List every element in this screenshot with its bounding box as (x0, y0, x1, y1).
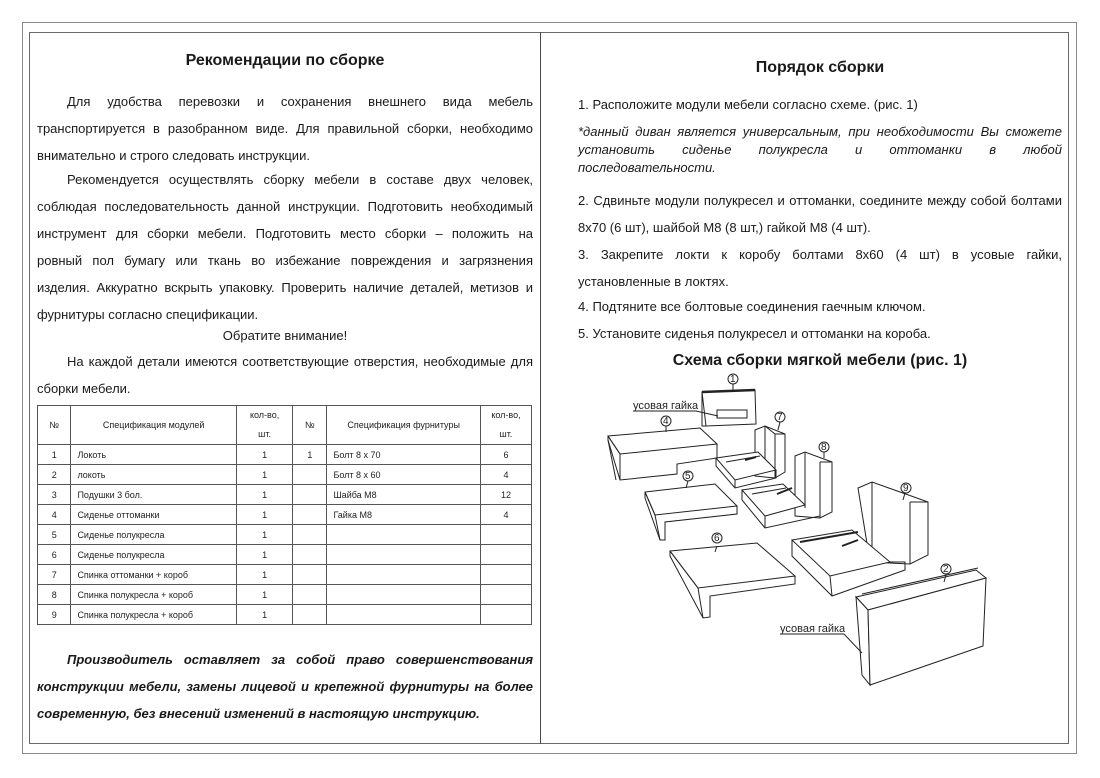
text-line: современную, без внесений изменений в настоящую инструкцию. (37, 706, 480, 721)
cell-module-num: 9 (38, 605, 71, 625)
step-5: 5. Установите сиденья полукресел и оттоманки на короба. (578, 326, 931, 341)
text-line: Производитель оставляет за собой право совершенствования (67, 652, 533, 667)
step-3 (578, 241, 1062, 295)
cell-hardware-num (293, 605, 327, 625)
cell-module-num: 3 (38, 485, 71, 505)
cell-hardware-name (327, 585, 480, 605)
cell-module-name: Спинка оттоманки + короб (71, 565, 236, 585)
svg-text:6: 6 (714, 533, 720, 544)
cell-hardware-num (293, 545, 327, 565)
header-num-hardware: № (293, 406, 327, 445)
svg-text:2: 2 (943, 564, 949, 575)
header-num-modules: № (38, 406, 71, 445)
cell-hardware-qty: 4 (480, 465, 531, 485)
step-4: 4. Подтяните все болтовые соединения гаечным ключом. (578, 299, 926, 314)
intro-paragraph (37, 88, 533, 169)
cell-module-num: 8 (38, 585, 71, 605)
cell-hardware-num (293, 525, 327, 545)
cell-module-qty: 1 (236, 485, 292, 505)
cell-module-num: 2 (38, 465, 71, 485)
recommendation-paragraph (37, 166, 533, 328)
cell-hardware-num (293, 485, 327, 505)
diagram-title: Схема сборки мягкой мебели (рис. 1) (672, 352, 968, 369)
cell-module-name: Сиденье оттоманки (71, 505, 236, 525)
cell-module-name: Сиденье полукресла (71, 525, 236, 545)
cell-hardware-name (327, 565, 480, 585)
cell-hardware-name: Болт 8 х 70 (327, 445, 480, 465)
text-line: транспортируется в разобранном виде. Для правильной сборки, необходимо (37, 121, 533, 136)
text-line: соблюдая последовательность данной инструкции. Подготовить необходимый (37, 199, 533, 214)
cell-hardware-num (293, 505, 327, 525)
text-line: Рекомендуется осуществлять сборку мебели в составе двух человек, (67, 172, 533, 187)
universal-sofa-note (578, 123, 1062, 177)
cell-module-name: Сиденье полукресла (71, 545, 236, 565)
cell-hardware-qty (480, 565, 531, 585)
table-row (38, 525, 532, 545)
header-module-spec: Спецификация модулей (71, 406, 236, 445)
svg-text:усовая гайка: усовая гайка (780, 623, 846, 635)
module-5-halfchair-seat (645, 471, 737, 540)
cell-module-qty: 1 (236, 465, 292, 485)
cell-hardware-qty (480, 605, 531, 625)
table-row (38, 505, 532, 525)
cell-hardware-qty: 6 (480, 445, 531, 465)
cell-module-name: Спинка полукресла + короб (71, 585, 236, 605)
section-title-recommendations: Рекомендации по сборке (185, 52, 385, 69)
cell-module-qty: 1 (236, 605, 292, 625)
svg-text:8: 8 (821, 442, 827, 453)
text-line: установленные в локтях. (578, 274, 729, 289)
svg-text:4: 4 (663, 416, 669, 427)
svg-text:5: 5 (685, 471, 691, 482)
svg-text:усовая гайка: усовая гайка (633, 400, 699, 412)
cell-hardware-name: Гайка М8 (327, 505, 480, 525)
text-line: 8х70 (6 шт), шайбой М8 (8 шт,) гайкой М8 (4 шт). (578, 220, 871, 235)
holes-paragraph (37, 348, 533, 402)
step-1: 1. Расположите модули мебели согласно схеме. (рис. 1) (578, 97, 918, 112)
manufacturer-disclaimer (37, 646, 533, 727)
table-row (38, 485, 532, 505)
text-line: сборки мебели. (37, 381, 131, 396)
cell-hardware-name (327, 605, 480, 625)
cell-module-name: Подушки 3 бол. (71, 485, 236, 505)
cell-hardware-num (293, 585, 327, 605)
section-title-assembly-order: Порядок сборки (755, 59, 885, 76)
cell-hardware-qty (480, 545, 531, 565)
table-row (38, 545, 532, 565)
cell-module-qty: 1 (236, 565, 292, 585)
cell-module-qty: 1 (236, 545, 292, 565)
text-line: инструмент для сборки мебели. Подготовить место сборки – положить на (37, 226, 533, 241)
cell-hardware-qty (480, 585, 531, 605)
cell-hardware-qty (480, 525, 531, 545)
text-line: последовательности. (578, 160, 716, 175)
cell-module-num: 5 (38, 525, 71, 545)
header-module-qty: кол-во, шт. (236, 406, 292, 445)
svg-text:1: 1 (730, 374, 736, 385)
text-line: 3. Закрепите локти к коробу болтами 8х60 (4 шт) в усовые гайки, (578, 247, 1062, 262)
table-row (38, 585, 532, 605)
text-line: внимательно и строго следовать инструкции. (37, 148, 310, 163)
specification-table (37, 405, 532, 625)
table-row (38, 465, 532, 485)
text-line: конструкции мебели, замены лицевой и крепежной фурнитуры на более (37, 679, 533, 694)
module-1-armrest (702, 374, 756, 426)
cell-module-name: Локоть (71, 445, 236, 465)
cell-module-num: 7 (38, 565, 71, 585)
text-line: 2. Сдвиньте модули полукресел и оттоманки, соедините между собой болтами (578, 193, 1062, 208)
attention-heading: Обратите внимание! (222, 328, 348, 343)
text-line: Для удобства перевозки и сохранения внешнего вида мебель (67, 94, 533, 109)
cell-module-qty: 1 (236, 505, 292, 525)
header-hardware-qty: кол-во, шт. (480, 406, 531, 445)
header-hardware-spec: Спецификация фурнитуры (327, 406, 480, 445)
cell-module-qty: 1 (236, 445, 292, 465)
cell-hardware-name (327, 545, 480, 565)
cell-hardware-name: Болт 8 х 60 (327, 465, 480, 485)
text-line: *данный диван является универсальным, при необходимости Вы сможете (578, 124, 1062, 139)
module-2-armrest (856, 564, 986, 685)
cell-module-num: 4 (38, 505, 71, 525)
table-row (38, 445, 532, 465)
cell-module-qty: 1 (236, 585, 292, 605)
cell-hardware-qty: 4 (480, 505, 531, 525)
cell-module-num: 1 (38, 445, 71, 465)
text-line: установить сиденье полукресла и оттоманки в любой (578, 142, 1062, 157)
cell-hardware-name (327, 525, 480, 545)
cell-module-num: 6 (38, 545, 71, 565)
table-row (38, 605, 532, 625)
svg-text:7: 7 (777, 412, 783, 423)
text-line: На каждой детали имеются соответствующие отверстия, необходимые для (67, 354, 533, 369)
table-header-row (38, 406, 532, 445)
cell-module-name: Спинка полукресла + короб (71, 605, 236, 625)
cell-hardware-num (293, 465, 327, 485)
assembly-diagram (600, 370, 1020, 700)
step-2 (578, 187, 1062, 241)
text-line: ровный пол бумагу или ткань во избежание повреждения и загрязнения (37, 253, 533, 268)
table-row (38, 565, 532, 585)
cell-module-name: локоть (71, 465, 236, 485)
cell-hardware-name: Шайба М8 (327, 485, 480, 505)
cell-hardware-num: 1 (293, 445, 327, 465)
text-line: изделия. Аккуратно вскрыть упаковку. Проверить наличие деталей, метизов и (37, 280, 533, 295)
svg-text:9: 9 (903, 483, 909, 494)
cell-hardware-qty: 12 (480, 485, 531, 505)
column-divider (540, 32, 541, 744)
nut-label-bottom (780, 623, 862, 653)
module-4-ottoman-seat (608, 416, 717, 480)
cell-module-qty: 1 (236, 525, 292, 545)
module-6-halfchair-seat (670, 533, 795, 618)
cell-hardware-num (293, 565, 327, 585)
text-line: фурнитуры согласно спецификации. (37, 307, 259, 322)
